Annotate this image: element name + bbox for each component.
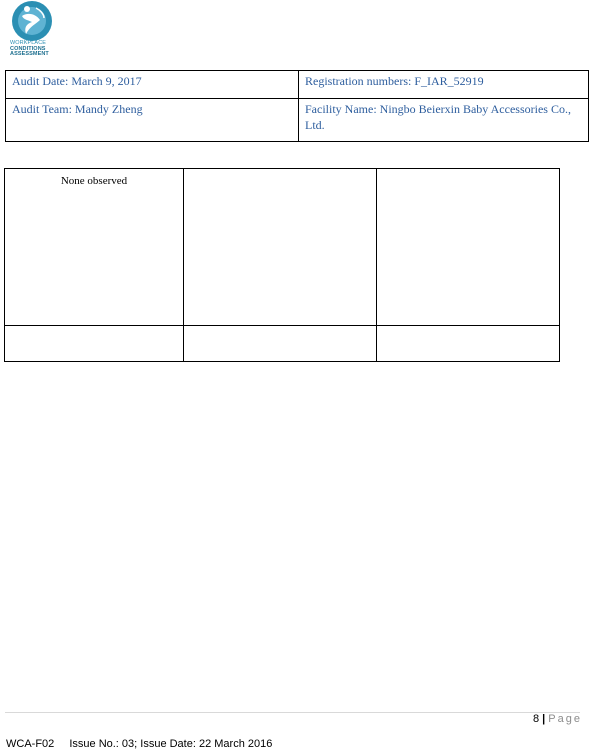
findings-cell [377, 169, 560, 326]
logo-line-2: CONDITIONS [10, 45, 46, 52]
audit-header-table [5, 70, 589, 142]
findings-cell [377, 326, 560, 362]
page-number [533, 713, 582, 725]
header-row [6, 99, 589, 142]
logo-line-3: ASSESSMENT [10, 51, 49, 58]
logo-text [10, 41, 70, 58]
header-row [6, 71, 589, 99]
form-code: WCA-F02 [6, 738, 55, 750]
wca-logo-icon [10, 0, 56, 42]
audit-date-cell: Audit Date: March 9, 2017 [6, 71, 299, 99]
findings-row [5, 169, 560, 326]
logo-line-1: WORKPLACE [10, 40, 47, 46]
findings-cell [184, 326, 377, 362]
findings-table [4, 168, 560, 362]
page-separator: | [542, 713, 546, 725]
findings-cell [184, 169, 377, 326]
none-observed-text: None observed [60, 175, 128, 187]
audit-team-cell: Audit Team: Mandy Zheng [6, 99, 299, 142]
wca-logo [6, 0, 60, 60]
registration-cell: Registration numbers: F_IAR_52919 [299, 71, 589, 99]
findings-cell [5, 169, 184, 326]
findings-row [5, 326, 560, 362]
page-number-value: 8 [532, 713, 540, 725]
document-footer [6, 738, 272, 750]
facility-name-cell: Facility Name: Ningbo Beierxin Baby Accessories Co., Ltd. [299, 99, 589, 142]
issue-info: Issue No.: 03; Issue Date: 22 March 2016 [69, 738, 273, 750]
findings-cell [5, 326, 184, 362]
footer-divider [5, 712, 580, 713]
page-label: Page [548, 713, 582, 725]
